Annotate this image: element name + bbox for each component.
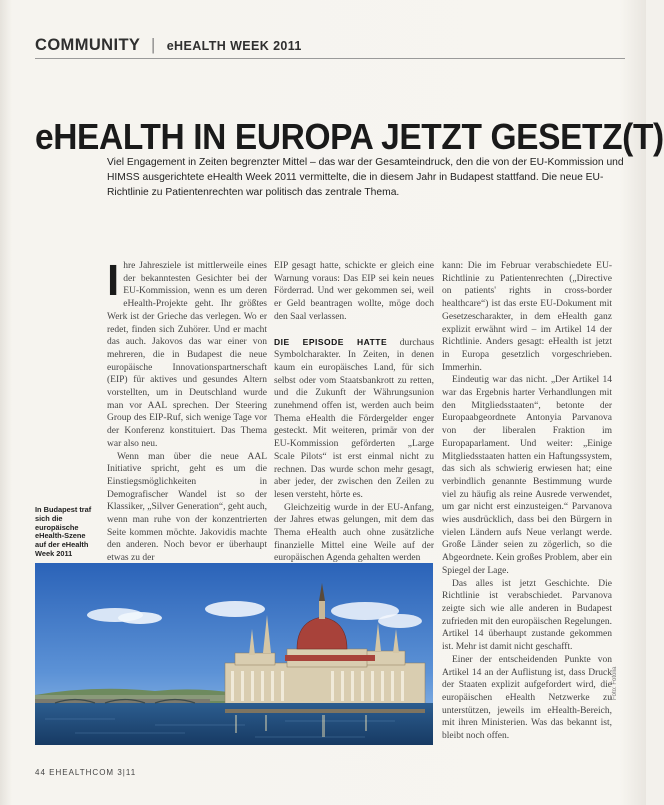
header-rule: [35, 58, 625, 59]
paragraph: durchaus Symbolcharakter. In Zeiten, in denen kaum ein europäisches Land, für sich selbst oder vom Staatsbankrott zu retten, und die Zukunft der Währungsunion zunehmend offen ist, werden auch beim Thema eHealth die Fördergelder enger gesteckt. Mit weiteren, primär von der EU-Kommission geförderten „Large Scale Pilots“ ist erst einmal nicht zu rechnen. Das wurde schon mehr gesagt, aber jeder, der zwischen den Zeilen zu lesen versteht, hörte es.: [274, 337, 435, 500]
paragraph: Gleichzeitig wurde in der EU-Anfang, der Jahres etwas gelungen, mit dem das Thema eHealth auch ohne zusätzliche finanzielle Mittel eine Weile auf der europäischen Agenda gehalten werden: [274, 502, 434, 564]
drop-cap: I: [107, 256, 120, 305]
paragraph: Einer der entscheidenden Punkte von Artikel 14 an der Auflistung ist, dass Druck der Staaten explizit aufgefordert wird, die europäischen eHealth Netzwerke zu unterstützen, jeweils im eHealth-Bereich, mit ihren Ministerien. Was das bekannt ist, bleibt noch offen.: [442, 654, 612, 742]
article-title: eHEALTH IN EUROPA JETZT GESETZ(T): [35, 116, 664, 157]
body-column-2: [274, 260, 435, 564]
paragraph: EIP gesagt hatte, schickte er gleich eine Warnung voraus: Das EIP sei kein neues Förderrad. Und wer gekommen sei, weil er Geld beantragen wollte, möge doch den Saal verlassen.: [274, 261, 434, 322]
page-footer: 44 EHEALTHCOM 3|11: [35, 768, 137, 777]
parliament-photo: [35, 563, 433, 745]
section-name: COMMUNITY: [35, 36, 141, 54]
body-column-3: [442, 260, 612, 755]
paragraph: kann: Die im Februar verabschiedete EU-Richtlinie zu Patientenrechten („Directive on patients' rights in cross-border healthcare“) ist das erste EU-Dokument mit Gesetzescharakter, in dem eHealth ganz explizit erwähnt wird – im Artikel 14 der Richtlinie. Anders gesagt: eHealth ist jetzt in Europa gesetzlich vorgeschrieben. Immerhin.: [442, 261, 612, 373]
paragraph: Das alles ist jetzt Geschichte. Die Richtlinie ist verabschiedet. Parvanova zeigte sich wie alle anderen in Budapest zufrieden mit den europäischen Regelungen. Artikel 14 überhaupt zustande gekommen ist. Mehr ist damit nicht geschafft.: [442, 578, 612, 653]
subhead: DIE EPISODE HATTE: [274, 336, 388, 347]
body-column-1: [107, 256, 267, 564]
article-lead: Viel Engagement in Zeiten begrenzter Mittel – das war der Gesamteindruck, den die von der EU-Kommission und HIMSS ausgerichtete eHealth Week 2011 vermittelte, die in diesem Jahr in Budapest stattfand. Die neue EU-Richtlinie zu Patientenrechten war politisch das zentrale Thema.: [107, 157, 624, 199]
section-header: [35, 36, 302, 55]
subsection-name: eHEALTH WEEK 2011: [166, 39, 302, 53]
paragraph: Eindeutig war das nicht. „Der Artikel 14 war das Ergebnis harter Verhandlungen mit den Mitgliedsstaaten“, betonte der Europaabgeordnete Antonyia Parvanova von der liberalen Fraktion im Europaparlament. Und weiter: „Einige Mitgliedsstaaten hatten ein Haftungssystem, das sich als schwierig erwiesen hat; eine verbindlich genannte Bestimmung wurde viel zu häufig als reine Ausrede verwendet, um gar nicht erst einzusteigen.“ Parvanova wies ausdrücklich, dass bei den Bürgern in vielen Ländern aufs Neue verlangt werde. Große Länder seien zu zögerlich, so die Abgeordnete. Kein großes Problem, aber ein Spiegel der Lage.: [442, 375, 612, 576]
header-separator: |: [151, 36, 156, 54]
photo-caption: In Budapest traf sich die europäische eHealth-Szene auf der eHealth Week 2011: [35, 505, 92, 558]
paragraph: Wenn man über die neue AAL Initiative spricht, geht es um die Einstiegsmöglichkeiten in Demografischer Wandel ist so der Klassiker, „Silver Generation“, geht auch, wenn man ruhe von der konzentrierten Seite kommen möchte. Jakovidis machte den anderen. Noch bevor er überhaupt etwas zu der: [107, 451, 267, 564]
photo-credit: Foto: Fotolia: [612, 666, 618, 700]
paragraph: hre Jahresziele ist mittlerweile eines der bekanntesten Gesichter bei der EU-Kommission, wenn es um deren eHealth-Projekte geht. Ihr größtes Werk ist der Grieche das verlegen. Wo er redet, finden sich Zuhörer. Und er macht das auch. Jakovos das war einer von mehreren, die in Budapest die neue europäische Innovationspartnerschaft (EIP) für aktives und gesundes Altern vorstellten, um in Deutschland wurde man vor AAL sprechen. Der Steering Group des EIP-Ruf, sich wenige Tage vor der Konferenz konstituiert. Das Thema war also neu.: [107, 261, 267, 449]
